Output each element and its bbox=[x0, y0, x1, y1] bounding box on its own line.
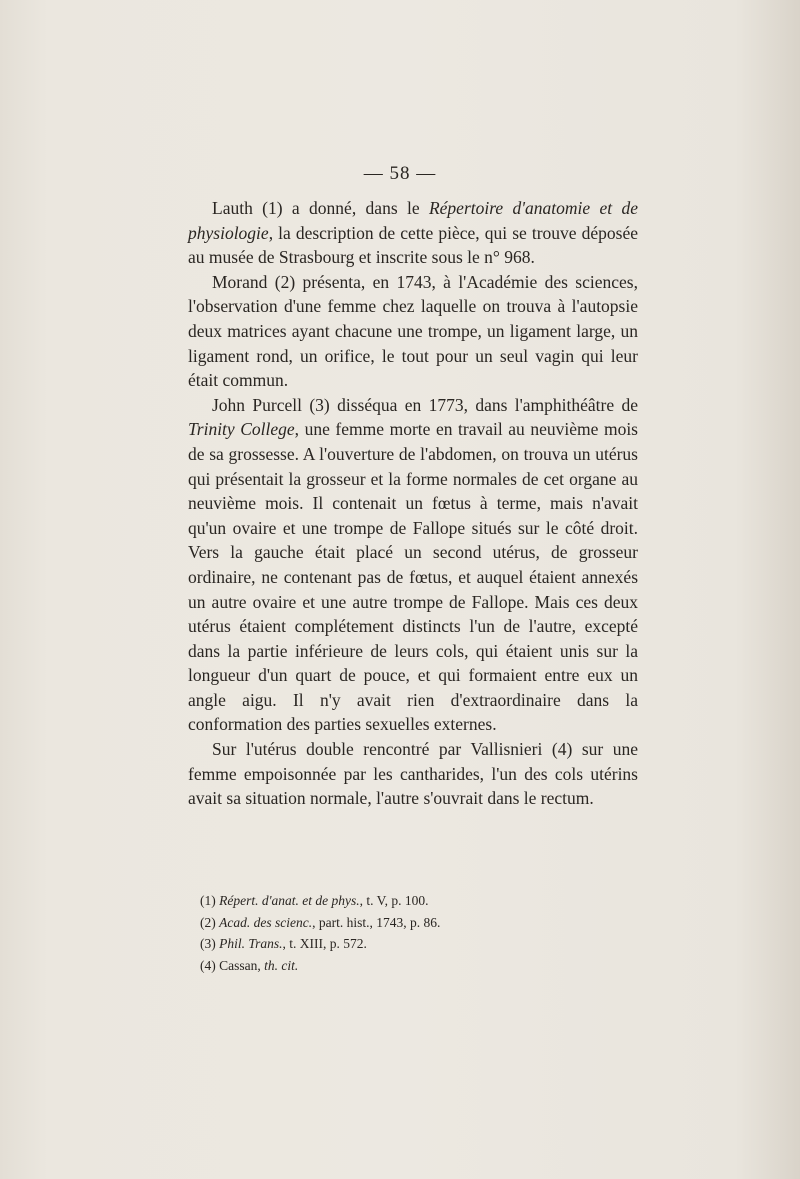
footnote bbox=[200, 933, 640, 955]
italic-title: Trinity College bbox=[188, 419, 295, 440]
body-text bbox=[188, 196, 638, 811]
footnote-reference: , t. V, p. 100. bbox=[359, 893, 429, 908]
paragraph bbox=[188, 270, 638, 393]
footnote-source: th. cit. bbox=[264, 957, 299, 973]
text-run: John Purcell (3) disséqua en 1773, dans l'amphithéâtre de bbox=[212, 394, 638, 415]
paragraph bbox=[188, 196, 638, 270]
footnote-source: Répert. d'anat. et de phys. bbox=[219, 893, 360, 908]
footnote-reference: , t. XIII, p. 572. bbox=[282, 936, 367, 951]
footnote bbox=[200, 890, 640, 912]
footnote-number: (3) bbox=[200, 936, 220, 951]
italic-title: Répertoire d'anatomie et de physiologie bbox=[188, 198, 638, 243]
page-number: — 58 — bbox=[363, 163, 437, 184]
text-run: Lauth (1) a donné, dans le bbox=[212, 198, 429, 218]
paragraph bbox=[188, 393, 638, 737]
footnote-number: (2) bbox=[200, 914, 220, 930]
paragraph bbox=[188, 737, 638, 811]
footnote bbox=[200, 912, 640, 934]
footnote-number: (1) bbox=[200, 893, 220, 908]
footnotes bbox=[200, 890, 640, 976]
footnote-source: Acad. des scienc. bbox=[219, 914, 313, 930]
text-run: , la description de cette pièce, qui se trouve déposée au musée de Strasbourg et inscrite sous le n° 968. bbox=[188, 222, 638, 268]
footnote-reference: , part. hist., 1743, p. 86. bbox=[312, 914, 441, 930]
text-run: Morand (2) présenta, en 1743, à l'Académie des sciences, l'observation d'une femme chez laquelle on trouva à l'autopsie deux matrices ayant chacune une trompe, un ligament large, un ligament rond, un orifice, le tout pour un seul vagin qui leur était commun. bbox=[188, 271, 638, 391]
text-run: Sur l'utérus double rencontré par Vallisnieri (4) sur une femme empoisonnée par les cantharides, l'un des cols utérins avait sa situation normale, l'autre s'ouvrait dans le rectum. bbox=[188, 739, 638, 809]
footnote-source: Phil. Trans. bbox=[219, 936, 283, 951]
footnote-number: (4) Cassan, bbox=[200, 957, 265, 973]
text-run: , une femme morte en travail au neuvième mois de sa grossesse. A l'ouverture de l'abdomen, on trouva un utérus qui présentait la grosseur et la forme normales de cet organe au neuvième mois. Il contenait un fœtus à terme, mais n'avait qu'un ovaire et une trompe de Fallope situés sur le côté droit. Vers la gauche était placé un second utérus, de grosseur ordinaire, ne contenant pas de fœtus, et auquel étaient annexés un autre ovaire et une autre trompe de Fallope. Mais ces deux utérus étaient complétement distincts l'un de l'autre, excepté dans la partie inférieure de leurs cols, qui étaient unis sur la longueur d'un quart de pouce, et qui formaient entre eux un angle aigu. Il n'y avait rien d'extraordinaire dans la conformation des parties sexuelles externes. bbox=[188, 419, 638, 735]
footnote bbox=[200, 955, 640, 977]
